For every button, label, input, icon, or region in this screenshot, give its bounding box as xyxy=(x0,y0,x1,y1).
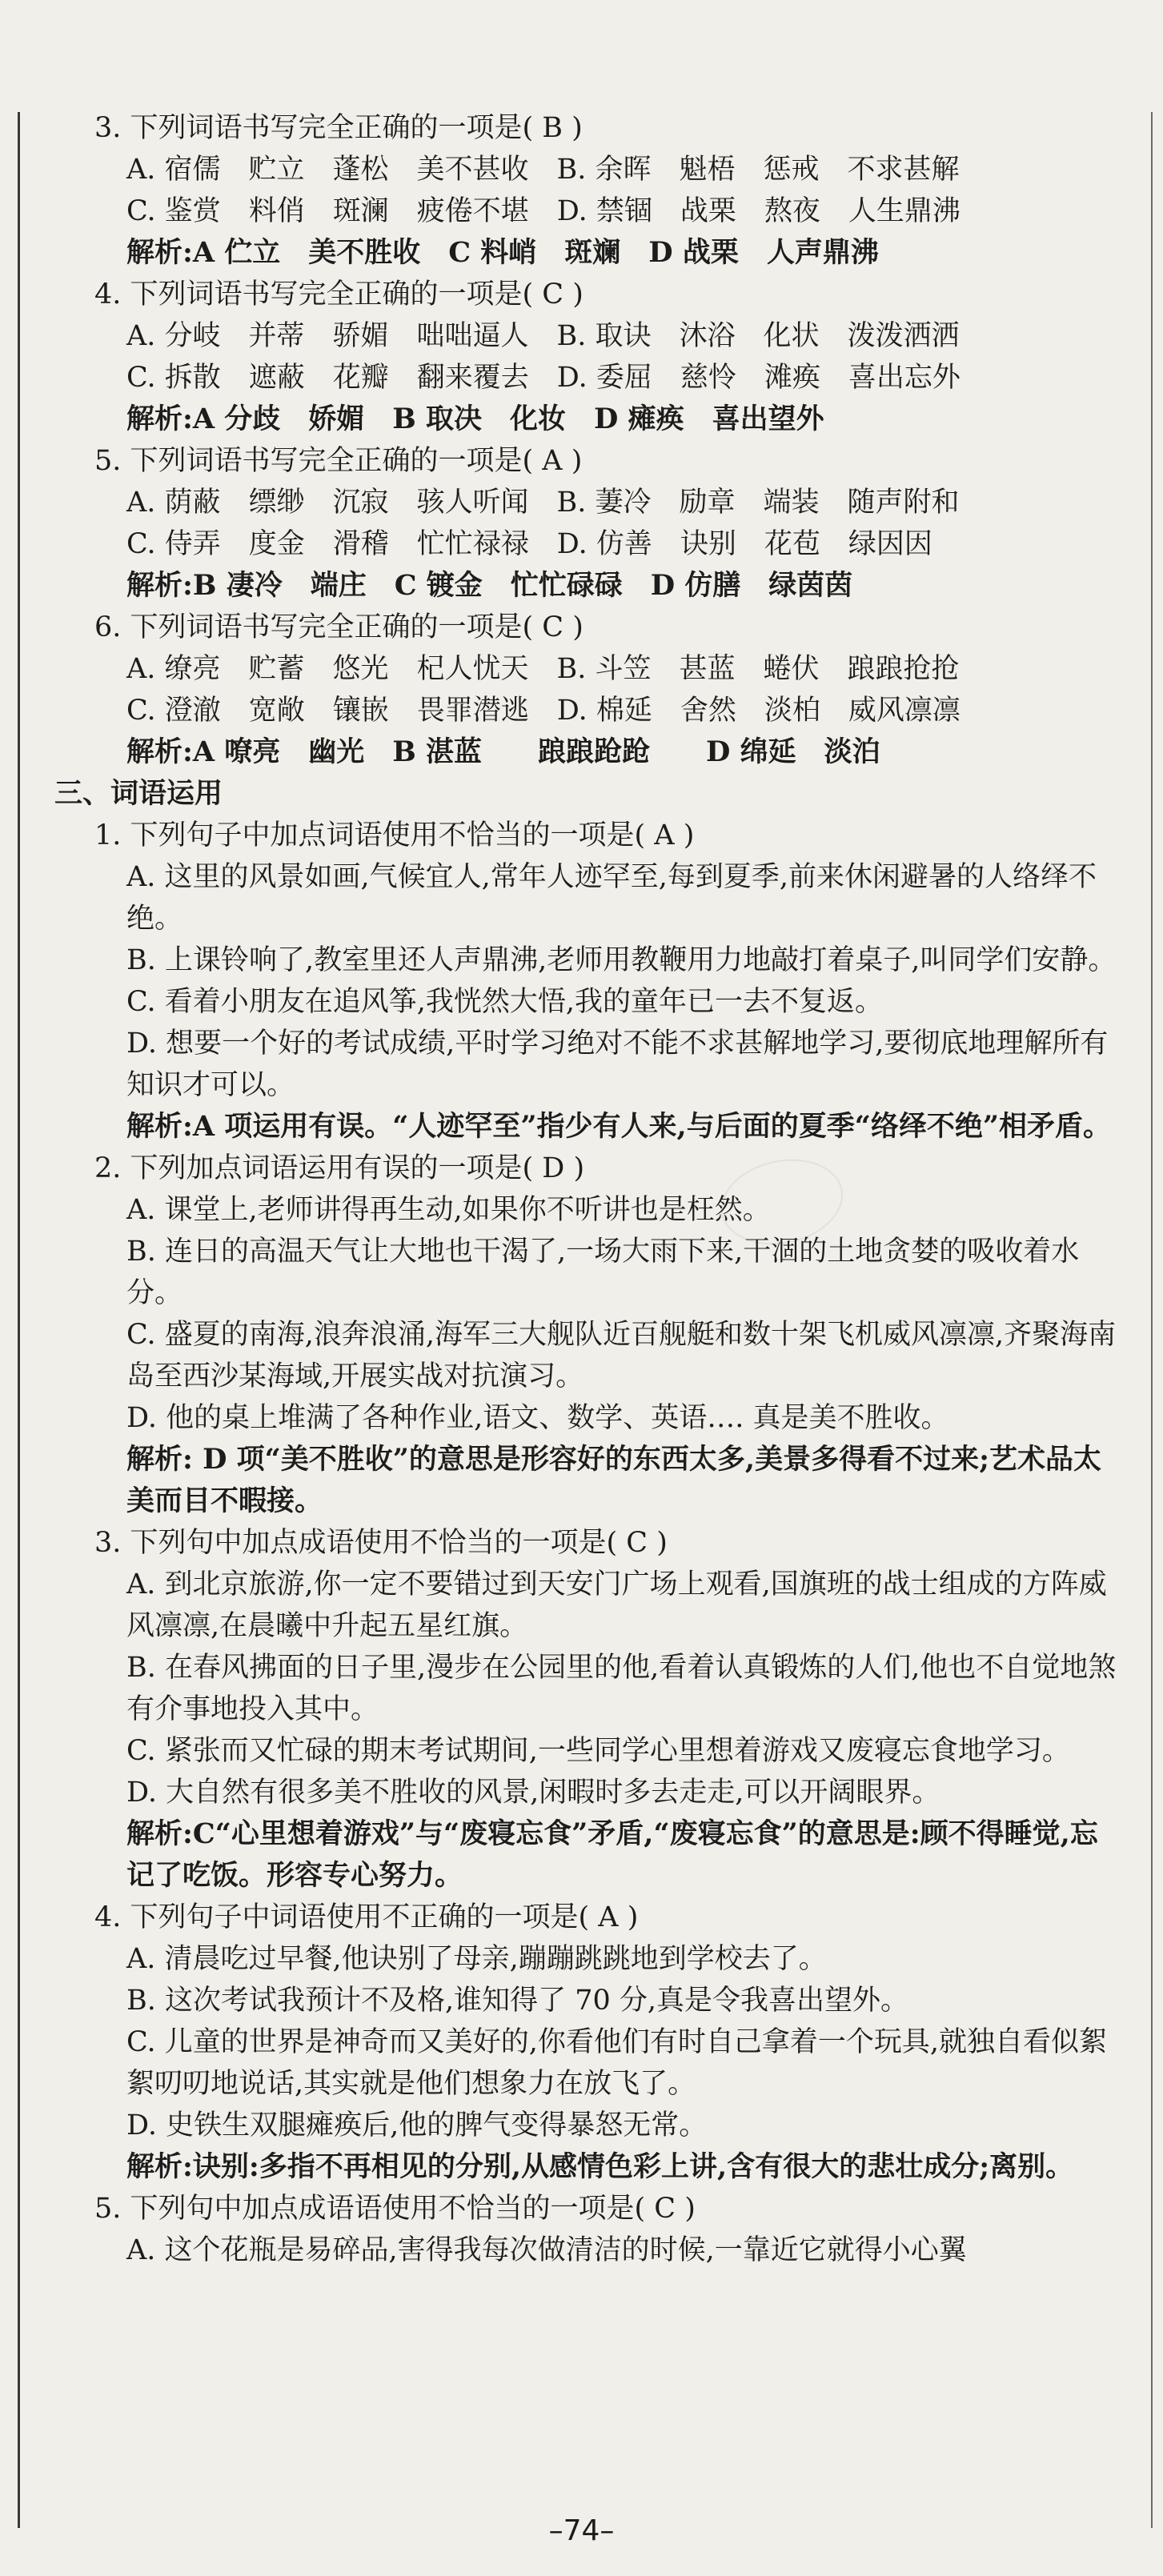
option-paragraph: A. 这里的风景如画,气候宜人,常年人迹罕至,每到夏季,前来休闲避暑的人络绎不绝。 xyxy=(126,861,1097,935)
question-stem: 5. 下列词语书写完全正确的一项是( A ) xyxy=(94,445,583,477)
answer-analysis: 解析:C“心里想着游戏”与“废寝忘食”矛盾,“废寝忘食”的意思是:顾不得睡觉,忘记了吃饭。形容专心努力。 xyxy=(126,1817,1098,1892)
page-right-border xyxy=(1151,112,1153,2528)
question-stem: 5. 下列句中加点成语语使用不恰当的一项是( C ) xyxy=(94,2193,696,2225)
option-paragraph: C. 盛夏的南海,浪奔浪涌,海军三大舰队近百舰艇和数十架飞机威风凛凛,齐聚海南岛至西沙某海域,开展实战对抗演习。 xyxy=(126,1319,1117,1392)
page-left-border xyxy=(18,112,20,2528)
question-stem: 4. 下列词语书写完全正确的一项是( C ) xyxy=(94,278,584,310)
document-content xyxy=(54,107,1119,2271)
option-paragraph: C. 儿童的世界是神奇而又美好的,你看他们有时自己拿着一个玩具,就独自看似絮絮叨叨地说话,其实就是他们想象力在放飞了。 xyxy=(126,2026,1108,2100)
answer-analysis: 解析:A 项运用有误。“人迹罕至”指少有人来,与后面的夏季“络绎不绝”相矛盾。 xyxy=(126,1110,1111,1143)
question-stem: 3. 下列句中加点成语使用不恰当的一项是( C ) xyxy=(94,1527,668,1559)
question-stem: 2. 下列加点词语运用有误的一项是( D ) xyxy=(94,1152,585,1184)
option-row: C. 澄澈 宽敞 镶嵌 畏罪潜逃 D. 棉延 舍然 淡柏 威风凛凛 xyxy=(126,695,960,727)
option-row: A. 分岐 并蒂 骄媚 咄咄逼人 B. 取诀 沐浴 化状 泼泼洒洒 xyxy=(126,320,960,352)
section-title: 三、词语运用 xyxy=(54,777,223,810)
option-paragraph: D. 他的桌上堆满了各种作业,语文、数学、英语…. 真是美不胜收。 xyxy=(126,1402,949,1434)
question-stem: 6. 下列词语书写完全正确的一项是( C ) xyxy=(94,611,584,643)
option-row: C. 鉴赏 料俏 斑澜 疲倦不堪 D. 禁锢 战栗 熬夜 人生鼎沸 xyxy=(126,195,960,227)
option-paragraph: D. 史铁生双腿瘫痪后,他的脾气变得暴怒无常。 xyxy=(126,2109,708,2141)
answer-analysis: 解析:A 分歧 娇媚 B 取决 化妆 D 瘫痪 喜出望外 xyxy=(126,403,824,435)
option-paragraph: B. 上课铃响了,教室里还人声鼎沸,老师用教鞭用力地敲打着桌子,叫同学们安静。 xyxy=(126,944,1117,976)
option-paragraph: B. 在春风拂面的日子里,漫步在公园里的他,看着认真锻炼的人们,他也不自觉地煞有介事地投入其中。 xyxy=(126,1652,1117,1725)
option-row: A. 荫蔽 缥缈 沉寂 骇人听闻 B. 萋冷 励章 端装 随声附和 xyxy=(126,487,960,519)
option-paragraph: D. 想要一个好的考试成绩,平时学习绝对不能不求甚解地学习,要彻底地理解所有知识才可以。 xyxy=(126,1028,1109,1101)
option-paragraph: A. 课堂上,老师讲得再生动,如果你不听讲也是枉然。 xyxy=(126,1194,771,1226)
option-row: C. 侍弄 度金 滑稽 忙忙禄禄 D. 仿善 诀别 花苞 绿因因 xyxy=(126,528,932,560)
option-row: C. 拆散 遮蔽 花瓣 翻来覆去 D. 委屈 慈怜 滩痪 喜出忘外 xyxy=(126,362,960,394)
answer-analysis: 解析:A 伫立 美不胜收 C 料峭 斑斓 D 战栗 人声鼎沸 xyxy=(126,236,879,269)
option-paragraph: A. 这个花瓶是易碎品,害得我每次做清洁的时候,一靠近它就得小心翼 xyxy=(126,2234,967,2266)
option-paragraph: A. 到北京旅游,你一定不要错过到天安门广场上观看,国旗班的战士组成的方阵威风凛凛,在晨曦中升起五星红旗。 xyxy=(126,1568,1107,1642)
answer-analysis: 解析: D 项“美不胜收”的意思是形容好的东西太多,美景多得看不过来;艺术品太美而目不暇接。 xyxy=(126,1443,1102,1517)
option-paragraph: B. 这次考试我预计不及格,谁知得了 70 分,真是令我喜出望外。 xyxy=(126,1985,909,2017)
answer-analysis: 解析:A 嘹亮 幽光 B 湛蓝 踉踉跄跄 D 绵延 淡泊 xyxy=(126,735,880,768)
question-stem: 1. 下列句子中加点词语使用不恰当的一项是( A ) xyxy=(94,819,695,851)
option-paragraph: C. 看着小朋友在追风筝,我恍然大悟,我的童年已一去不复返。 xyxy=(126,986,884,1018)
answer-analysis: 解析:B 凄冷 端庄 C 镀金 忙忙碌碌 D 仿膳 绿茵茵 xyxy=(126,569,853,602)
question-stem: 4. 下列句子中词语使用不正确的一项是( A ) xyxy=(94,1901,639,1933)
answer-analysis: 解析:诀别:多指不再相见的分别,从感情色彩上讲,含有很大的悲壮成分;离别。 xyxy=(126,2150,1074,2183)
option-paragraph: C. 紧张而又忙碌的期末考试期间,一些同学心里想着游戏又废寝忘食地学习。 xyxy=(126,1735,1070,1767)
option-paragraph: B. 连日的高温天气让大地也干渴了,一场大雨下来,干涸的土地贪婪的吸收着水分。 xyxy=(126,1236,1080,1309)
option-paragraph: D. 大自然有很多美不胜收的风景,闲暇时多去走走,可以开阔眼界。 xyxy=(126,1777,940,1809)
question-stem: 3. 下列词语书写完全正确的一项是( B ) xyxy=(94,112,583,144)
option-row: A. 宿儒 贮立 蓬松 美不甚收 B. 余晖 魁梧 惩戒 不求甚解 xyxy=(126,154,960,186)
option-paragraph: A. 清晨吃过早餐,他诀别了母亲,蹦蹦跳跳地到学校去了。 xyxy=(126,1943,827,1975)
page-number: –74– xyxy=(548,2514,615,2547)
option-row: A. 缭亮 贮蓄 悠光 杞人忧天 B. 斗笠 甚蓝 蜷伏 踉踉抢抢 xyxy=(126,653,960,685)
